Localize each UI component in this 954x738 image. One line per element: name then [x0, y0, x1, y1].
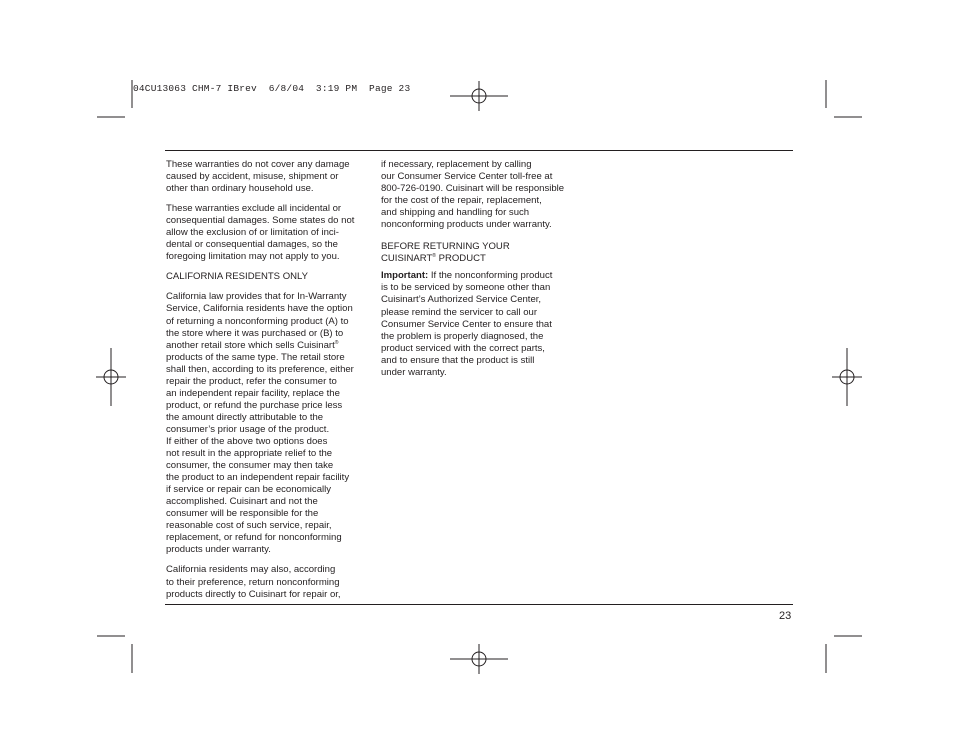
registration-mark-top — [450, 81, 508, 111]
heading-before-returning: BEFORE RETURNING YOUR CUISINART® PRODUCT — [381, 241, 510, 265]
registered-mark: ® — [432, 253, 436, 260]
top-rule — [165, 150, 793, 151]
paragraph-damage-exclusion: These warranties do not cover any damage caused by accident, misuse, shipment or other than ordinary household use. — [166, 159, 350, 195]
right-column — [381, 159, 581, 387]
left-column — [166, 159, 366, 609]
registration-mark-left — [96, 348, 126, 406]
registration-mark-right — [832, 348, 862, 406]
important-label: Important: — [381, 270, 429, 282]
registration-mark-bottom — [450, 644, 508, 674]
paragraph-incidental-damages: These warranties exclude all incidental or consequential damages. Some states do not allow the exclusion of or limitation of inci- dental or consequential damages, so the foregoing limitation may not apply to you. — [166, 203, 355, 263]
registered-mark: ® — [334, 339, 339, 346]
paragraph-california-law: California law provides that for In-Warranty Service, California residents have the option of returning a nonconforming product (A) to the store where it was purchased or (B) to another retail store which sells Cuisinart® products of the same type. The retail store shall then, according to its preference, either repair the product, refer the consumer to an independent repair facility, replace the product, or refund the purchase price less the amount directly attributable to the consumer’s prior usage of the product. If either of the above two options does not result in the appropriate relief to the consumer, the consumer may then take the product to an independent repair facility if service or repair can be economically accomplished. Cuisinart and not the consumer will be responsible for the reasonable cost of such service, repair, replacement, or refund for nonconforming products under warranty. — [166, 291, 354, 556]
page-number: 23 — [779, 610, 792, 622]
paragraph-important: Important: If the nonconforming product is to be serviced by someone other than Cuisinart’s Authorized Service Center, please remind the servicer to call our Consumer Service Center to ensure that the problem is properly diagnosed, the product serviced with the correct parts, and to ensure that the product is still under warranty. — [381, 270, 553, 378]
heading-california: CALIFORNIA RESIDENTS ONLY — [166, 271, 308, 283]
paragraph-california-return: California residents may also, according to their preference, return nonconforming products directly to Cuisinart for repair or, — [166, 564, 341, 600]
paragraph-replacement: if necessary, replacement by calling our Consumer Service Center toll-free at 800-726-0190. Cuisinart will be responsible for the cost of the repair, replacement, and shipping and handling for such nonconforming products under warranty. — [381, 159, 565, 231]
print-slug: 04CU13063 CHM-7 IBrev 6/8/04 3:19 PM Page 23 — [133, 83, 411, 94]
